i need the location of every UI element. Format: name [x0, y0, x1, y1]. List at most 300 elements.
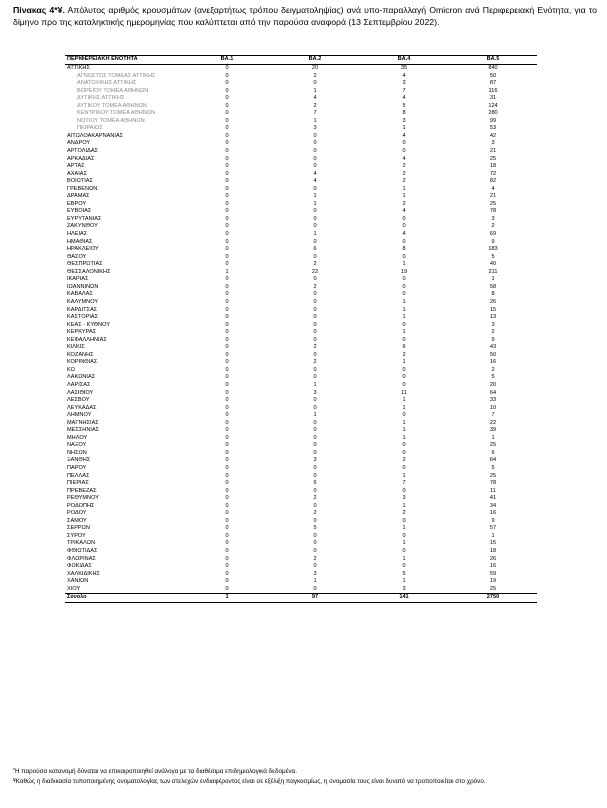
region-name: ΙΩΑΝΝΙΝΩΝ	[67, 283, 99, 290]
cell-ba2: 2	[313, 510, 317, 517]
table-row	[65, 140, 537, 148]
header-ba1: BA.1	[183, 56, 271, 65]
cell-ba2: 1	[313, 578, 317, 585]
cell-ba2: 22	[311, 268, 319, 275]
cell-ba4: 1	[402, 261, 406, 268]
region-name: ΒΟΙΩΤΙΑΣ	[67, 178, 93, 185]
table-row	[65, 307, 537, 315]
cell-ba2: 4	[313, 95, 317, 102]
cell-ba2: 2	[313, 359, 317, 366]
region-name: ΡΟΔΟΠΗΣ	[67, 502, 95, 509]
region-name: ΚΕΦΑΛΛΗΝΙΑΣ	[67, 336, 107, 343]
region-name: ΧΑΛΚΙΔΙΚΗΣ	[67, 570, 101, 577]
cell-ba1: 0	[225, 178, 229, 185]
table-row	[65, 163, 537, 171]
caption-label: Πίνακας 4*¥.	[13, 5, 65, 15]
footnote-2	[13, 777, 597, 787]
cell-ba4: 0	[402, 148, 406, 155]
table-subrow	[65, 73, 537, 81]
cell-ba1: 0	[225, 246, 229, 253]
cell-ba4: 35	[400, 65, 408, 71]
cell-ba1: 0	[225, 487, 229, 494]
cell-ba1: 0	[225, 419, 229, 426]
cell-ba1: 0	[225, 366, 229, 373]
region-name: ΧΙΟΥ	[67, 585, 81, 592]
header-ba4: BA.4	[359, 56, 449, 65]
total-ba5: 2750	[449, 594, 537, 603]
cell-ba2: 0	[313, 419, 317, 426]
cell-ba1: 0	[225, 585, 229, 592]
table-row	[65, 148, 537, 156]
cell-ba5: 8	[491, 291, 495, 298]
table-row	[65, 420, 537, 428]
cell-ba2: 0	[313, 434, 317, 441]
region-name: ΠΑΡΟΥ	[67, 464, 87, 471]
table-row	[65, 578, 537, 586]
region-name: ΗΛΕΙΑΣ	[67, 231, 88, 238]
cell-ba2: 0	[313, 321, 317, 328]
cell-ba4: 11	[401, 389, 407, 396]
cell-ba1: 0	[225, 464, 229, 471]
table-row	[65, 269, 537, 277]
table-row	[65, 412, 537, 420]
cell-ba2: 0	[313, 487, 317, 494]
cell-ba1: 0	[225, 80, 229, 87]
cell-ba2: 1	[313, 381, 317, 388]
cell-ba4: 1	[402, 472, 406, 479]
table-row	[65, 495, 537, 503]
cell-ba4: 3	[402, 80, 406, 87]
cell-ba5: 1	[491, 532, 495, 539]
region-name: ΘΕΣΠΡΩΤΙΑΣ	[67, 261, 103, 268]
cell-ba5: 13	[489, 314, 497, 321]
cell-ba2: 6	[313, 480, 317, 487]
cell-ba2: 2	[313, 344, 317, 351]
table-row	[65, 450, 537, 458]
cell-ba2: 2	[313, 261, 317, 268]
region-name: ΚΟΡΙΝΘΙΑΣ	[67, 359, 98, 366]
cell-ba2: 2	[313, 283, 317, 290]
cell-ba1: 0	[225, 132, 229, 139]
cell-ba2: 0	[313, 404, 317, 411]
cell-ba2: 0	[313, 502, 317, 509]
cell-ba5: 57	[489, 525, 497, 532]
region-name: ΑΤΤΙΚΗΣ	[67, 65, 90, 71]
cell-ba1: 0	[225, 540, 229, 547]
cell-ba2: 20	[311, 65, 319, 71]
cell-ba1: 0	[225, 125, 229, 132]
table-subrow	[65, 103, 537, 111]
cell-ba1: 0	[225, 359, 229, 366]
table-row	[65, 352, 537, 360]
table-header-row	[65, 56, 537, 65]
cell-ba2: 0	[313, 155, 317, 162]
cell-ba1: 0	[225, 223, 229, 230]
cell-ba5: 18	[489, 548, 497, 554]
region-name: ΕΥΡΥΤΑΝΙΑΣ	[67, 215, 102, 222]
cell-ba1: 0	[225, 148, 229, 155]
region-name: ΝΟΤΙΟΥ ΤΟΜΕΑ ΑΘΗΝΩΝ	[77, 117, 145, 124]
cell-ba1: 0	[225, 170, 229, 177]
table-row	[65, 540, 537, 548]
footnote-2-text: Καθώς η διαδικασία τυποποιημένης ονοματολογίας των στελεχών ενδιαφέροντος είναι σε εξέλιξη παγκοσμίως, η ονομασία τους είναι δυνατό να τροποποιείται στο χρόνο.	[15, 777, 486, 785]
cell-ba1: 0	[225, 110, 229, 117]
cell-ba5: 840	[488, 65, 498, 71]
cell-ba5: 1	[491, 276, 495, 283]
cell-ba1: 0	[225, 193, 229, 200]
region-name: ΔΡΑΜΑΣ	[67, 193, 90, 200]
region-name: ΑΓΝΩΣΤΟΣ ΤΟΜΕΑΣ ΑΤΤΙΚΗΣ	[77, 72, 156, 79]
cell-ba5: 50	[489, 351, 497, 358]
cell-ba5: 41	[489, 495, 497, 502]
cell-ba1: 0	[225, 389, 229, 396]
cell-ba4: 0	[402, 563, 406, 570]
header-region: ΠΕΡΙΦΕΡΕΙΑΚΗ ΕΝΟΤΗΤΑ	[65, 56, 183, 65]
table-row	[65, 473, 537, 481]
table-row	[65, 510, 537, 518]
cell-ba1: 0	[225, 95, 229, 102]
cell-ba1: 0	[225, 457, 229, 464]
cell-ba2: 0	[313, 397, 317, 404]
cell-ba1: 0	[225, 404, 229, 411]
cell-ba1: 0	[225, 472, 229, 479]
region-name: ΝΑΞΟΥ	[67, 442, 87, 449]
cell-ba4: 2	[402, 163, 406, 170]
cell-ba5: 39	[489, 427, 497, 434]
cell-ba2: 3	[313, 570, 317, 577]
cell-ba2: 0	[313, 532, 317, 539]
region-name: ΡΟΔΟΥ	[67, 510, 87, 517]
region-name: ΔΥΤΙΚΗΣ ΑΤΤΙΚΗΣ	[77, 95, 125, 102]
region-name: ΛΕΥΚΑΔΑΣ	[67, 404, 97, 411]
cell-ba4: 0	[402, 442, 406, 449]
cell-ba5: 40	[489, 261, 497, 268]
table-row	[65, 201, 537, 209]
cell-ba4: 0	[402, 238, 406, 245]
cell-ba5: 33	[489, 397, 497, 404]
cell-ba4: 0	[402, 283, 406, 290]
region-name: ΑΡΚΑΔΙΑΣ	[67, 155, 95, 162]
region-name: ΧΑΝΙΩΝ	[67, 578, 89, 585]
region-name: ΛΑΡΙΣΑΣ	[67, 381, 91, 388]
cell-ba5: 59	[489, 570, 497, 577]
cell-ba1: 0	[225, 283, 229, 290]
cell-ba2: 0	[313, 140, 317, 147]
region-name: ΑΡΤΑΣ	[67, 163, 85, 170]
cell-ba1: 0	[225, 434, 229, 441]
cell-ba4: 5	[402, 570, 406, 577]
cell-ba1: 0	[225, 412, 229, 419]
cell-ba1: 0	[225, 215, 229, 222]
region-name: ΣΥΡΟΥ	[67, 532, 86, 539]
region-name: ΓΡΕΒΕΝΩΝ	[67, 185, 98, 192]
cell-ba1: 0	[225, 480, 229, 487]
cell-ba5: 21	[489, 148, 497, 155]
table-row	[65, 65, 537, 73]
cell-ba2: 0	[313, 374, 317, 381]
cell-ba4: 4	[402, 231, 406, 238]
cell-ba5: 64	[489, 457, 497, 464]
region-name: ΚΙΛΚΙΣ	[67, 344, 85, 351]
cell-ba1: 0	[225, 427, 229, 434]
cell-ba5: 3	[491, 321, 495, 328]
cell-ba5: 21	[489, 193, 497, 200]
region-name: ΙΚΑΡΙΑΣ	[67, 276, 89, 283]
table-row	[65, 480, 537, 488]
cell-ba1: 0	[225, 87, 229, 94]
table-row	[65, 171, 537, 179]
cell-ba4: 1	[402, 397, 406, 404]
cell-ba1: 0	[225, 276, 229, 283]
cell-ba5: 9	[491, 517, 495, 524]
footnotes	[13, 767, 597, 786]
total-label: Σύνολο	[65, 594, 183, 603]
cell-ba4: 0	[402, 532, 406, 539]
cell-ba2: 7	[313, 110, 317, 117]
cell-ba4: 4	[402, 95, 406, 102]
region-name: ΞΑΝΘΗΣ	[67, 457, 91, 464]
cell-ba1: 0	[225, 502, 229, 509]
region-name: ΚΑΡΔΙΤΣΑΣ	[67, 306, 98, 313]
cell-ba5: 15	[489, 306, 497, 313]
region-name: ΜΑΓΝΗΣΙΑΣ	[67, 419, 99, 426]
cell-ba5: 5	[491, 374, 495, 381]
cell-ba1: 0	[225, 344, 229, 351]
region-name: ΚΕΝΤΡΙΚΟΥ ΤΟΜΕΑ ΑΘΗΝΩΝ	[77, 110, 156, 117]
cell-ba1: 0	[225, 102, 229, 109]
cell-ba1: 0	[225, 563, 229, 570]
cell-ba4: 0	[402, 215, 406, 222]
cell-ba1: 0	[225, 140, 229, 147]
region-name: ΛΗΜΝΟΥ	[67, 412, 92, 419]
cell-ba5: 43	[489, 344, 497, 351]
cell-ba2: 0	[313, 548, 317, 554]
cell-ba4: 0	[402, 374, 406, 381]
cell-ba4: 4	[402, 155, 406, 162]
cell-ba5: 16	[489, 510, 497, 517]
footnote-1	[13, 767, 597, 777]
cell-ba4: 0	[402, 223, 406, 230]
cell-ba4: 0	[402, 253, 406, 260]
cell-ba1: 0	[225, 570, 229, 577]
cell-ba4: 4	[402, 72, 406, 79]
region-name: ΦΛΩΡΙΝΑΣ	[67, 555, 96, 562]
cell-ba1: 0	[225, 231, 229, 238]
cell-ba5: 42	[489, 132, 497, 139]
cell-ba2: 2	[313, 495, 317, 502]
cell-ba2: 0	[313, 291, 317, 298]
cell-ba4: 19	[400, 268, 408, 275]
region-name: ΚΕΑΣ - ΚΥΘΝΟΥ	[67, 321, 111, 328]
cell-ba4: 2	[402, 457, 406, 464]
cell-ba1: 0	[225, 329, 229, 336]
cell-ba1: 0	[225, 351, 229, 358]
table-row	[65, 133, 537, 141]
table-row	[65, 193, 537, 201]
cell-ba5: 99	[489, 117, 497, 124]
cell-ba4: 2	[402, 510, 406, 517]
cell-ba4: 3	[402, 117, 406, 124]
footnote-1-text: Η παρούσα κατανομή δύναται να επικαιροποιηθεί ανάλογα με τα διαθέσιμα επιδημιολογικά δεδομένα.	[14, 768, 297, 775]
cell-ba2: 1	[313, 193, 317, 200]
region-name: ΣΑΜΟΥ	[67, 517, 87, 524]
table-subrow	[65, 95, 537, 103]
cell-ba5: 4	[491, 185, 495, 192]
region-name: ΜΕΣΣΗΝΙΑΣ	[67, 427, 100, 434]
cell-ba5: 11	[490, 487, 496, 494]
cell-ba2: 0	[313, 427, 317, 434]
cell-ba5: 69	[489, 231, 497, 238]
cell-ba1: 0	[225, 291, 229, 298]
region-name: ΚΑΣΤΟΡΙΑΣ	[67, 314, 99, 321]
table-row	[65, 488, 537, 496]
omicron-subvariant-table	[65, 55, 537, 603]
table-row	[65, 223, 537, 231]
cell-ba2: 0	[313, 238, 317, 245]
cell-ba1: 0	[225, 495, 229, 502]
cell-ba5: 124	[488, 102, 498, 109]
cell-ba5: 2	[491, 329, 495, 336]
table-row	[65, 548, 537, 556]
cell-ba5: 116	[488, 87, 498, 94]
cell-ba4: 8	[402, 110, 406, 117]
cell-ba4: 2	[402, 200, 406, 207]
cell-ba2: 0	[313, 585, 317, 592]
cell-ba5: 18	[489, 163, 497, 170]
region-name: ΑΝΑΤΟΛΙΚΗΣ ΑΤΤΙΚΗΣ	[77, 80, 137, 87]
table-subrow	[65, 118, 537, 126]
cell-ba1: 0	[225, 321, 229, 328]
cell-ba5: 3	[491, 215, 495, 222]
region-name: ΕΒΡΟΥ	[67, 200, 87, 207]
cell-ba1: 0	[225, 208, 229, 215]
table-row	[65, 359, 537, 367]
cell-ba2: 0	[313, 366, 317, 373]
table-row	[65, 556, 537, 564]
cell-ba5: 15	[489, 540, 497, 547]
cell-ba4: 0	[402, 381, 406, 388]
cell-ba5: 58	[489, 283, 497, 290]
cell-ba1: 0	[225, 306, 229, 313]
cell-ba1: 0	[225, 314, 229, 321]
cell-ba1: 0	[225, 555, 229, 562]
header-ba2: BA.2	[271, 56, 359, 65]
cell-ba5: 82	[489, 178, 497, 185]
cell-ba4: 1	[402, 359, 406, 366]
cell-ba2: 4	[313, 178, 317, 185]
cell-ba1: 0	[225, 65, 229, 71]
cell-ba4: 2	[402, 178, 406, 185]
cell-ba2: 0	[313, 80, 317, 87]
cell-ba2: 3	[313, 457, 317, 464]
cell-ba4: 0	[402, 449, 406, 456]
cell-ba5: 78	[489, 480, 497, 487]
cell-ba4: 4	[402, 208, 406, 215]
cell-ba5: 26	[489, 555, 497, 562]
table-row	[65, 390, 537, 398]
cell-ba5: 50	[489, 72, 497, 79]
cell-ba2: 0	[313, 208, 317, 215]
cell-ba4: 1	[402, 540, 406, 547]
cell-ba5: 211	[488, 268, 498, 275]
cell-ba4: 5	[402, 102, 406, 109]
region-name: ΑΧΑΪΑΣ	[67, 170, 87, 177]
region-name: ΗΡΑΚΛΕΙΟΥ	[67, 246, 99, 253]
cell-ba1: 0	[225, 185, 229, 192]
cell-ba1: 0	[225, 510, 229, 517]
table-subrow	[65, 110, 537, 118]
cell-ba1: 0	[225, 449, 229, 456]
cell-ba4: 1	[402, 502, 406, 509]
cell-ba2: 0	[313, 306, 317, 313]
region-name: ΘΑΣΟΥ	[67, 253, 87, 260]
cell-ba1: 0	[225, 336, 229, 343]
cell-ba1: 0	[225, 163, 229, 170]
table-row	[65, 337, 537, 345]
table-row	[65, 254, 537, 262]
cell-ba5: 72	[489, 170, 497, 177]
cell-ba5: 20	[489, 381, 497, 388]
cell-ba5: 64	[489, 389, 497, 396]
cell-ba5: 2	[491, 366, 495, 373]
cell-ba4: 4	[402, 132, 406, 139]
region-name: ΖΑΚΥΝΘΟΥ	[67, 223, 98, 230]
cell-ba4: 8	[402, 246, 406, 253]
region-name: ΔΥΤΙΚΟΥ ΤΟΜΕΑ ΑΘΗΝΩΝ	[77, 102, 147, 109]
table-subrow	[65, 88, 537, 96]
region-name: ΡΕΘΥΜΝΟΥ	[67, 495, 99, 502]
cell-ba2: 0	[313, 148, 317, 155]
cell-ba2: 0	[313, 132, 317, 139]
cell-ba4: 6	[402, 344, 406, 351]
cell-ba4: 1	[402, 298, 406, 305]
cell-ba2: 0	[313, 163, 317, 170]
table-row	[65, 322, 537, 330]
cell-ba4: 0	[402, 517, 406, 524]
region-name: ΑΝΔΡΟΥ	[67, 140, 91, 147]
region-name: ΚΑΒΑΛΑΣ	[67, 291, 93, 298]
cell-ba4: 1	[402, 125, 406, 132]
cell-ba2: 0	[313, 442, 317, 449]
cell-ba2: 0	[313, 314, 317, 321]
cell-ba5: 9	[491, 336, 495, 343]
cell-ba4: 2	[402, 170, 406, 177]
cell-ba2: 2	[313, 555, 317, 562]
cell-ba4: 1	[402, 193, 406, 200]
total-ba4: 141	[359, 594, 449, 603]
table-row	[65, 314, 537, 322]
table-row	[65, 329, 537, 337]
cell-ba4: 0	[402, 464, 406, 471]
table-row	[65, 518, 537, 526]
table-total-row	[65, 594, 537, 603]
cell-ba1: 0	[225, 253, 229, 260]
cell-ba5: 25	[489, 472, 497, 479]
table-row	[65, 178, 537, 186]
cell-ba2: 0	[313, 351, 317, 358]
cell-ba5: 19	[489, 578, 497, 585]
cell-ba4: 1	[402, 434, 406, 441]
cell-ba2: 1	[313, 117, 317, 124]
cell-ba1: 0	[225, 117, 229, 124]
cell-ba5: 7	[491, 412, 495, 419]
region-name: ΚΩ	[67, 366, 75, 373]
cell-ba5: 3	[491, 140, 495, 147]
cell-ba4: 0	[402, 412, 406, 419]
table-subrow	[65, 125, 537, 133]
cell-ba4: 0	[402, 291, 406, 298]
cell-ba4: 1	[402, 419, 406, 426]
